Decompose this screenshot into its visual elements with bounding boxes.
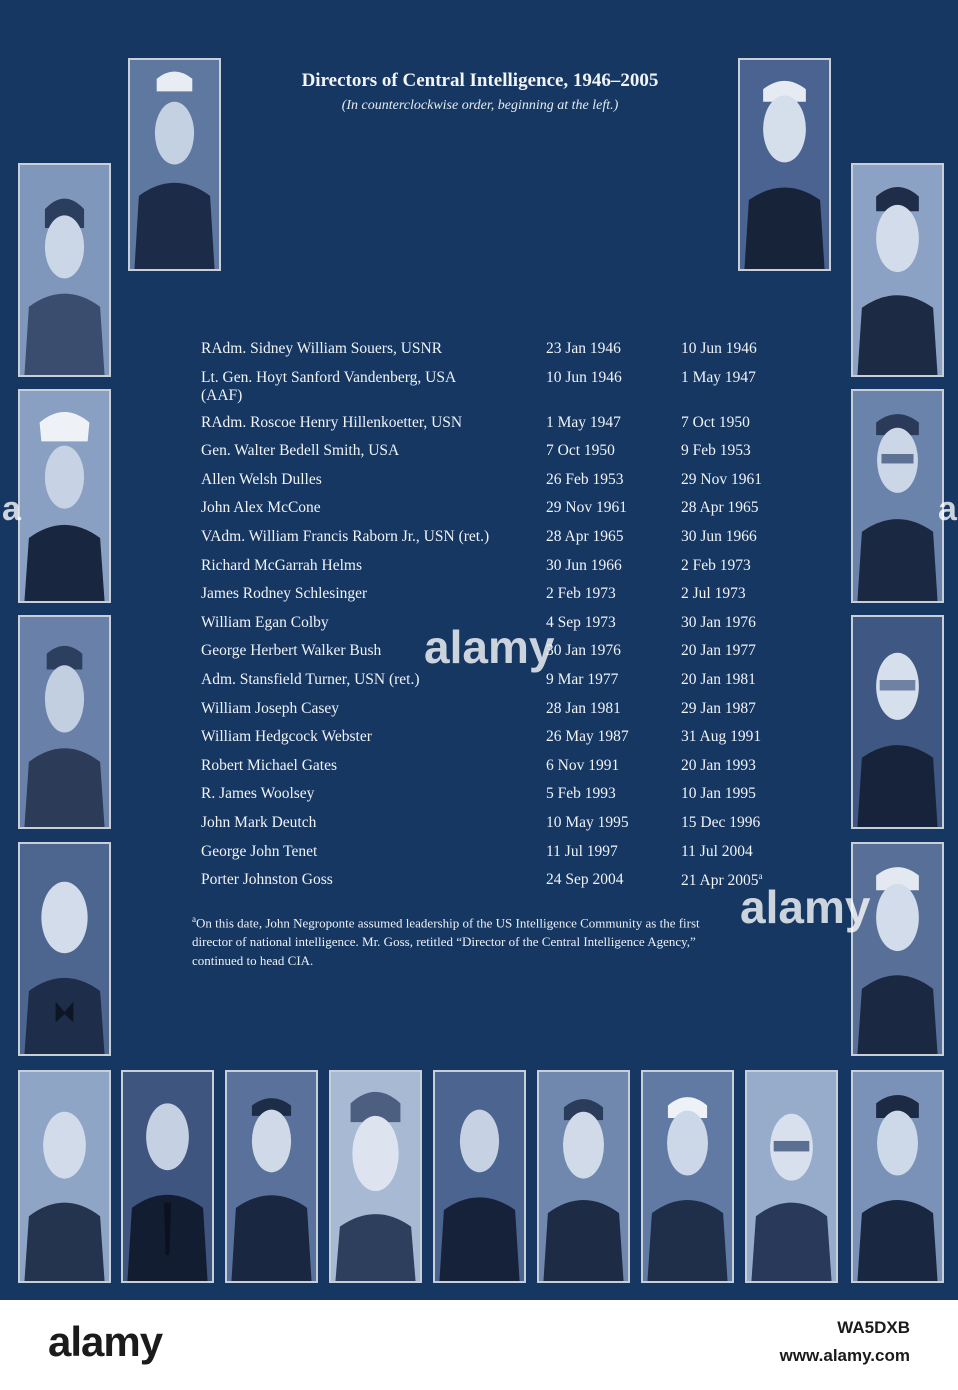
footer-url[interactable]: www.alamy.com [779, 1346, 910, 1365]
director-name [195, 528, 546, 557]
portrait-webster [851, 1070, 944, 1283]
director-end-date [681, 785, 811, 814]
director-start-date: 10 Jun 1946 [546, 368, 622, 386]
director-row [195, 871, 811, 900]
poster-subtitle: (In counterclockwise order, beginning at the left.) [341, 98, 619, 113]
director-name-text: John Mark Deutch [201, 813, 317, 831]
director-end-date [681, 671, 811, 700]
director-name [195, 814, 546, 843]
footnote-line-2: director of national intelligence. Mr. Goss, retitled “Director of the Central Intelligence Agency,” [192, 934, 696, 950]
director-start-date: 9 Mar 1977 [546, 670, 619, 688]
director-row [195, 557, 811, 586]
director-row [195, 728, 811, 757]
director-name-text: RAdm. Sidney William Souers, USNR [201, 340, 443, 357]
portrait-dulles [18, 842, 111, 1056]
watermark-glyph-right: a [938, 490, 957, 528]
portrait-vandenberg [18, 163, 111, 377]
director-start-date: 30 Jan 1976 [546, 642, 621, 660]
director-name-text: RAdm. Roscoe Henry Hillenkoetter, USN [201, 413, 463, 431]
poster-title: Directors of Central Intelligence, 1946–2005 [301, 70, 659, 91]
director-end-text: 10 Jan 1995 [681, 785, 756, 803]
portrait-souers [128, 58, 221, 271]
director-name-text: William Joseph Casey [201, 699, 339, 717]
director-start-date: 24 Sep 2004 [546, 871, 624, 889]
director-start-date: 6 Nov 1991 [546, 756, 620, 774]
director-start-date: 5 Feb 1993 [546, 785, 616, 803]
footer-image-id: WA5DXB [837, 1318, 910, 1337]
watermark-glyph-left: a [2, 490, 21, 528]
director-end-text: 20 Jan 1993 [681, 756, 756, 774]
director-end-date [681, 814, 811, 843]
director-name-text: Lt. Gen. Hoyt Sanford Vandenberg, USA [201, 368, 457, 386]
director-end-text: 1 May 1947 [681, 368, 756, 386]
portrait-raborn [121, 1070, 214, 1283]
director-end-date [681, 442, 811, 471]
director-end-date [681, 499, 811, 528]
director-end-date [681, 557, 811, 586]
director-name-text: Allen Welsh Dulles [201, 470, 322, 488]
director-start-date: 26 Feb 1953 [546, 470, 624, 488]
director-name [195, 585, 546, 614]
director-name-text: Porter Johnston Goss [201, 871, 333, 889]
director-name [195, 340, 546, 369]
director-end-date [681, 528, 811, 557]
director-start-date: 1 May 1947 [546, 413, 621, 431]
director-name-text: James Rodney Schlesinger [201, 585, 368, 603]
director-end-date [681, 414, 811, 443]
director-name-text: William Egan Colby [201, 613, 329, 631]
director-row [195, 671, 811, 700]
director-name [195, 369, 546, 414]
director-end-text: 2 Feb 1973 [681, 556, 751, 574]
director-name [195, 871, 546, 900]
director-row [195, 757, 811, 786]
director-end-text: 29 Nov 1961 [681, 470, 762, 488]
director-end-text: 7 Oct 1950 [681, 413, 750, 431]
director-start-date: 11 Jul 1997 [546, 842, 618, 860]
director-name-text: John Alex McCone [201, 499, 321, 517]
director-end-date [681, 700, 811, 729]
portrait-smith [18, 615, 111, 829]
footnote-ref-mark: a [758, 871, 763, 882]
director-start-date: 28 Jan 1981 [546, 699, 621, 717]
director-end-text: 28 Apr 1965 [681, 499, 759, 517]
director-row [195, 369, 811, 414]
portrait-colby [433, 1070, 526, 1283]
director-end-date [681, 757, 811, 786]
director-end-date [681, 843, 811, 872]
director-end-text: 9 Feb 1953 [681, 442, 751, 460]
director-row [195, 814, 811, 843]
director-end-text: 29 Jan 1987 [681, 699, 756, 717]
director-end-date [681, 728, 811, 757]
director-name [195, 757, 546, 786]
portrait-goss [738, 58, 831, 271]
footnote [192, 910, 812, 970]
director-start-date: 4 Sep 1973 [546, 613, 616, 631]
director-end-text: 21 Apr 2005 [681, 872, 759, 890]
director-start-date: 28 Apr 1965 [546, 527, 624, 545]
director-end-date [681, 340, 811, 369]
director-end-text: 30 Jun 1966 [681, 527, 757, 545]
footnote-line-3: continued to head CIA. [192, 953, 314, 969]
director-name-continued: (AAF) [201, 386, 243, 404]
director-end-text: 30 Jan 1976 [681, 613, 756, 631]
portrait-deutch [851, 389, 944, 603]
director-name-text: R. James Woolsey [201, 785, 315, 803]
director-row [195, 414, 811, 443]
director-name-text: Robert Michael Gates [201, 756, 338, 774]
director-end-date [681, 369, 811, 414]
director-name [195, 414, 546, 443]
portrait-turner [641, 1070, 734, 1283]
director-end-text: 11 Jul 2004 [681, 842, 753, 860]
director-name-text: George John Tenet [201, 842, 318, 860]
director-name [195, 471, 546, 500]
director-name-text: George Herbert Walker Bush [201, 642, 382, 660]
director-end-text: 20 Jan 1977 [681, 642, 756, 660]
director-row [195, 843, 811, 872]
director-row [195, 471, 811, 500]
footnote-mark: a [192, 914, 196, 924]
director-row [195, 340, 811, 369]
director-row [195, 442, 811, 471]
portrait-casey [745, 1070, 838, 1283]
footer-logo: alamy [48, 1318, 163, 1365]
director-name-text: Adm. Stansfield Turner, USN (ret.) [201, 670, 420, 688]
portrait-woolsey [851, 615, 944, 829]
watermark-right: alamy [740, 881, 871, 933]
director-name [195, 671, 546, 700]
director-end-text: 15 Dec 1996 [681, 813, 761, 831]
director-name [195, 700, 546, 729]
director-name-text: Gen. Walter Bedell Smith, USA [201, 442, 400, 460]
portrait-hillenkoetter [18, 389, 111, 603]
footnote-line-1: On this date, John Negroponte assumed leadership of the US Intelligence Community as the first [196, 915, 700, 931]
director-start-date: 10 May 1995 [546, 813, 629, 831]
director-name-text: William Hedgcock Webster [201, 728, 372, 746]
director-end-date [681, 642, 811, 671]
director-row [195, 528, 811, 557]
director-name-text: VAdm. William Francis Raborn Jr., USN (ret.) [201, 527, 490, 545]
director-row [195, 785, 811, 814]
portrait-helms [225, 1070, 318, 1283]
director-name [195, 728, 546, 757]
director-row [195, 585, 811, 614]
portrait-tenet [851, 163, 944, 377]
watermark-center: alamy [424, 621, 555, 673]
director-name [195, 499, 546, 528]
director-start-date: 26 May 1987 [546, 728, 629, 746]
director-start-date: 30 Jun 1966 [546, 556, 622, 574]
director-start-date: 29 Nov 1961 [546, 499, 627, 517]
director-end-text: 31 Aug 1991 [681, 728, 762, 746]
director-row [195, 700, 811, 729]
portrait-gates [851, 842, 944, 1056]
director-start-date: 23 Jan 1946 [546, 340, 621, 357]
director-name [195, 785, 546, 814]
director-name [195, 442, 546, 471]
director-end-text: 20 Jan 1981 [681, 670, 756, 688]
director-row [195, 499, 811, 528]
director-name [195, 843, 546, 872]
portrait-schlesinger [329, 1070, 422, 1283]
portrait-mccone [18, 1070, 111, 1283]
director-end-date [681, 471, 811, 500]
director-end-text: 10 Jun 1946 [681, 340, 757, 357]
director-name-text: Richard McGarrah Helms [201, 556, 362, 574]
director-end-date [681, 614, 811, 643]
director-start-date: 2 Feb 1973 [546, 585, 616, 603]
director-name [195, 557, 546, 586]
director-end-text: 2 Jul 1973 [681, 585, 746, 603]
portrait-bush [537, 1070, 630, 1283]
director-end-date [681, 585, 811, 614]
director-start-date: 7 Oct 1950 [546, 442, 615, 460]
